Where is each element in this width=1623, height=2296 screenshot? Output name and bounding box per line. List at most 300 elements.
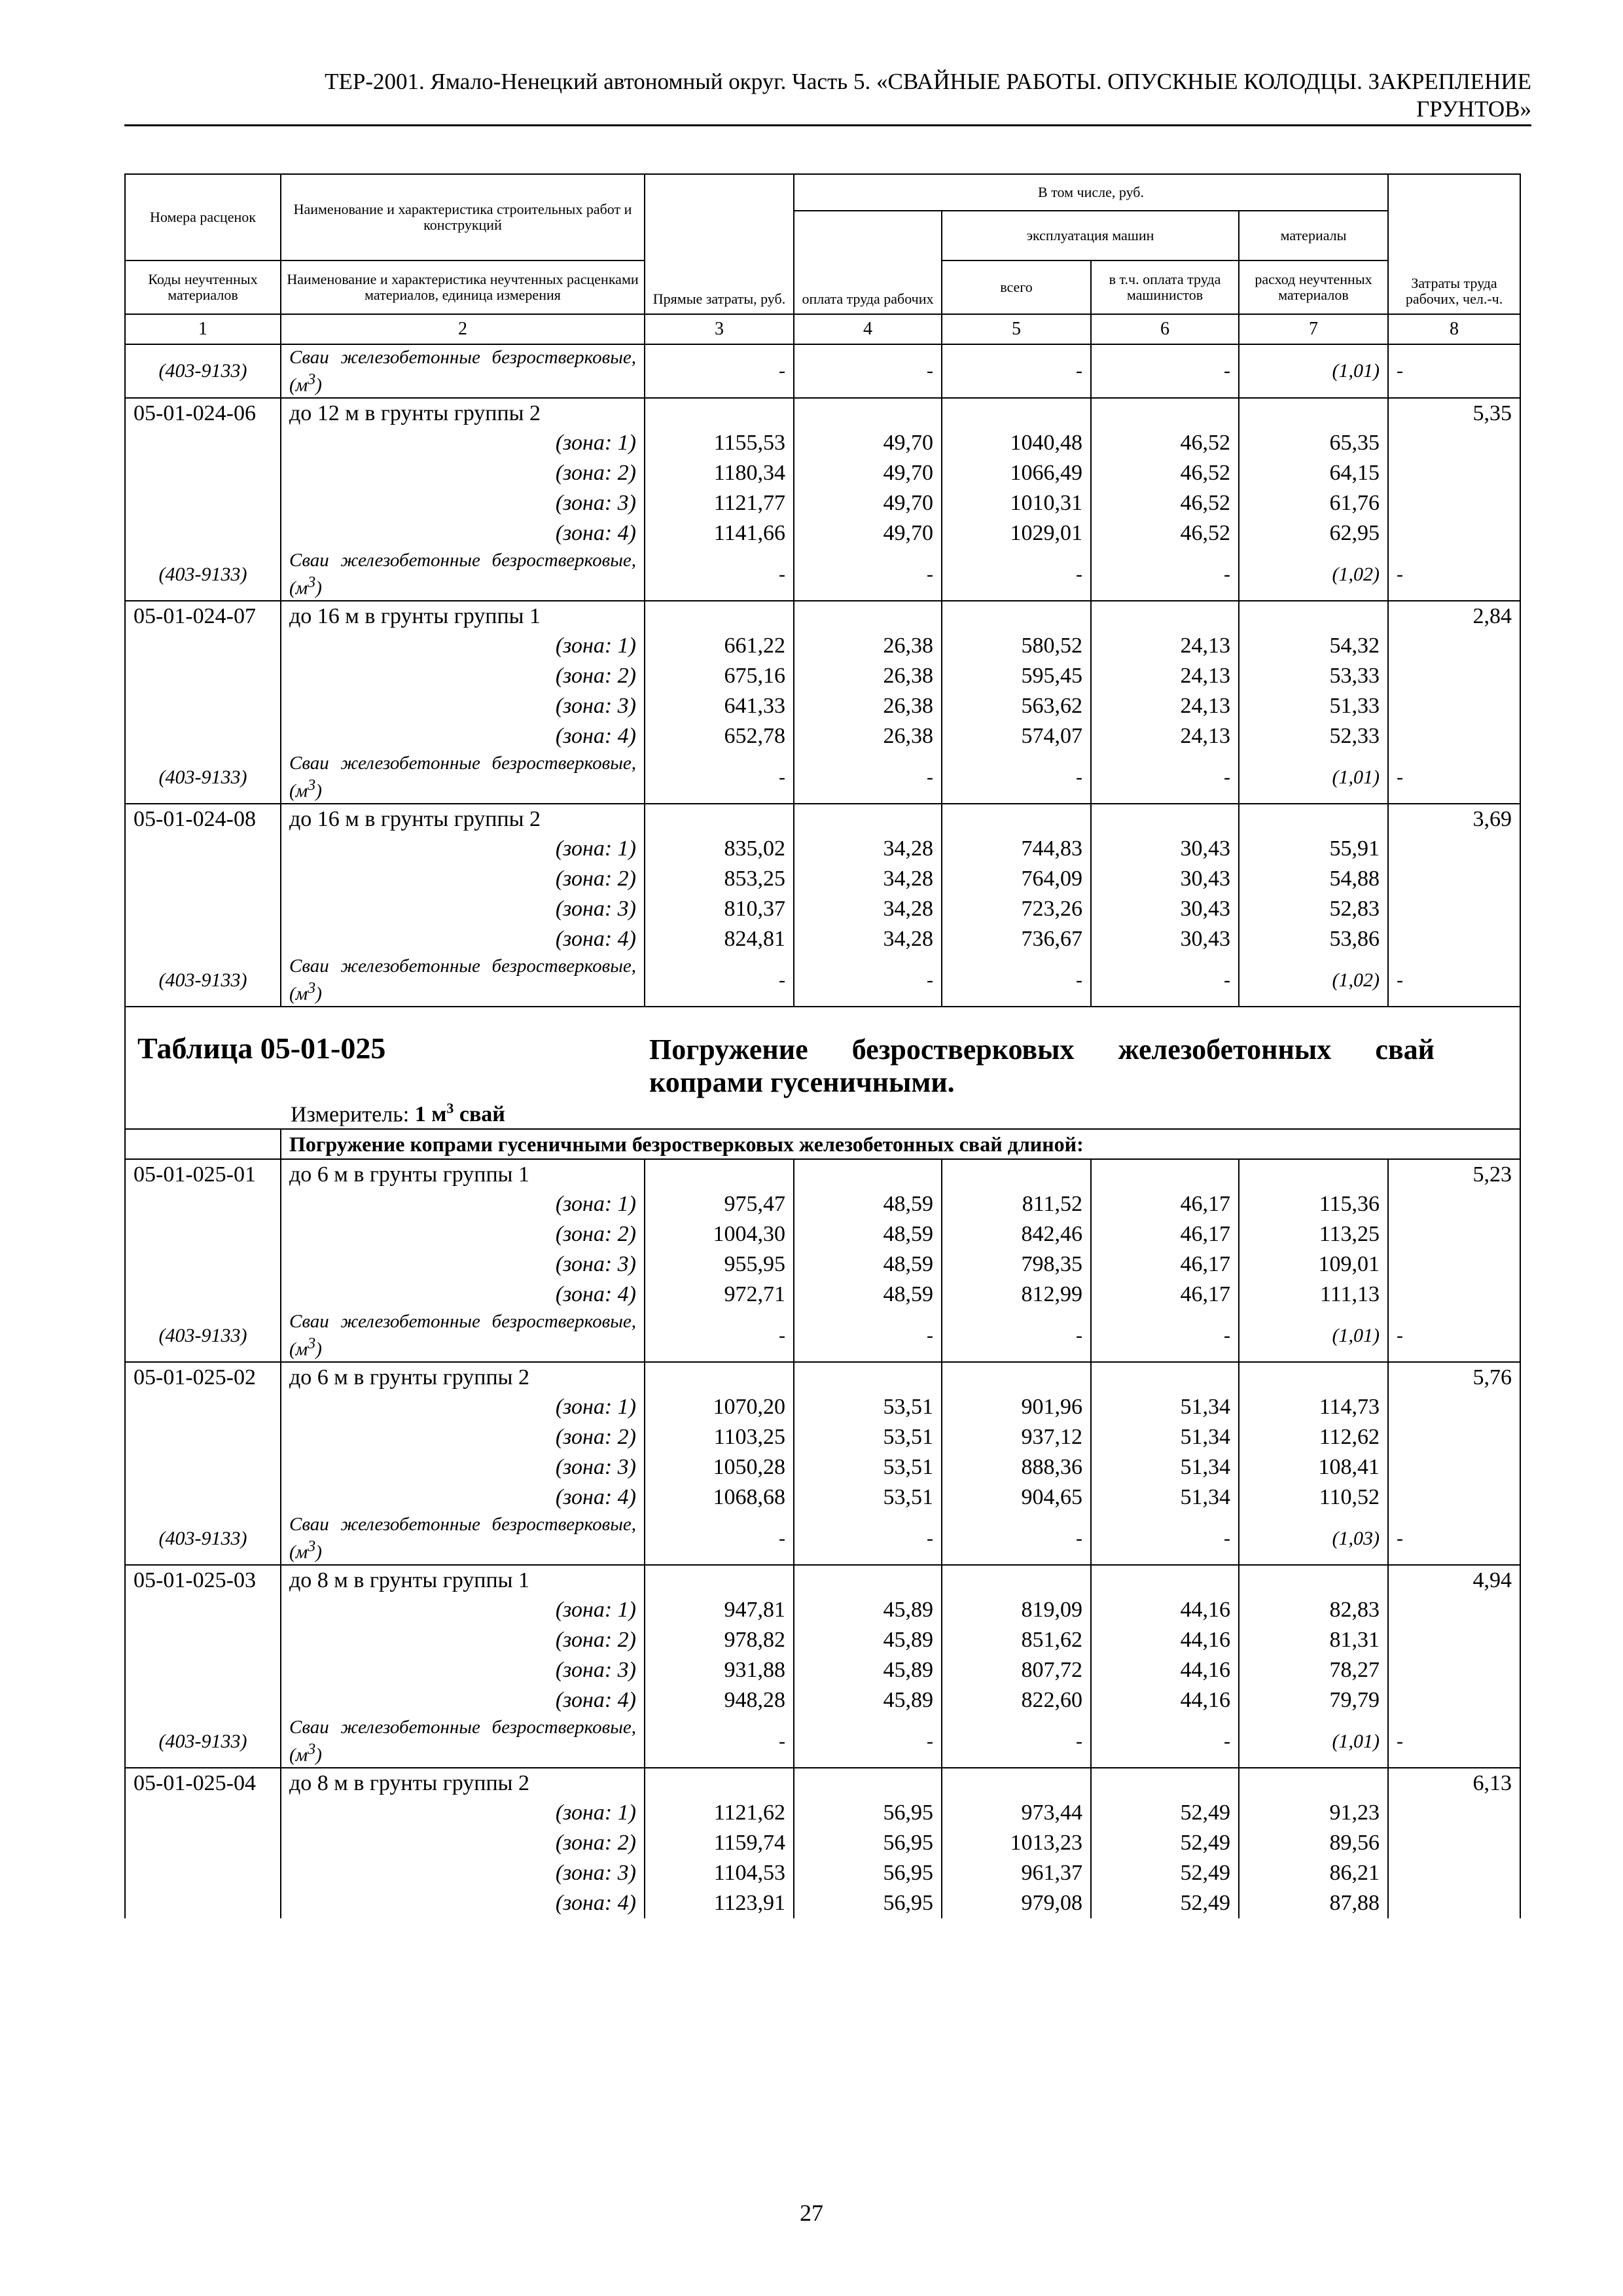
material-dash: - [1091,548,1239,601]
table-2-name: Таблица 05-01-025 [137,1031,386,1065]
labor-cost: 5,23 [1388,1159,1520,1189]
materials-cost: 91,23 [1239,1798,1388,1828]
empty-cell [645,1362,794,1392]
operator-pay: 46,17 [1091,1219,1239,1249]
material-name: Сваи железобетонные безростверковые, $(м^3)$ [281,1513,645,1565]
direct-cost: 1121,62 [645,1798,794,1828]
zone-label: (зона: 4) [281,1280,645,1310]
machines-total: 822,60 [942,1685,1091,1715]
page-number: 27 [800,2200,823,2226]
empty-cell [1388,1422,1520,1452]
material-name: Сваи железобетонные безростверковые, $(м^3)$ [281,1715,645,1768]
worker-pay: 56,95 [794,1798,942,1828]
direct-cost: 978,82 [645,1625,794,1655]
material-consumption: (1,01) [1239,1715,1388,1768]
direct-cost: 661,22 [645,631,794,661]
direct-cost: 810,37 [645,894,794,924]
meter [126,1102,1520,1126]
direct-cost: 1103,25 [645,1422,794,1452]
zone-row [125,1280,1520,1310]
empty-cell [125,488,281,518]
empty-cell [645,398,794,428]
material-dash: - [1388,1715,1520,1768]
zone-label: (зона: 4) [281,1685,645,1715]
zone-row [125,661,1520,691]
materials-cost: 114,73 [1239,1392,1388,1422]
empty-cell [125,834,281,864]
material-consumption: (1,02) [1239,548,1388,601]
zone-row [125,1249,1520,1280]
worker-pay: 45,89 [794,1655,942,1685]
empty-cell [125,1219,281,1249]
material-name: Сваи железобетонные безростверковые, $(м^3)$ [281,954,645,1007]
machines-total: 811,52 [942,1189,1091,1219]
rate-title: до 16 м в грунты группы 1 [281,601,645,631]
direct-cost: 1180,34 [645,458,794,488]
empty-cell [1388,458,1520,488]
empty-cell [1388,1392,1520,1422]
table-2-description: Погружение безростверковых железобетонных свай копрами гусеничными. [649,1033,1435,1098]
zone-label: (зона: 3) [281,1655,645,1685]
operator-pay: 24,13 [1091,691,1239,721]
material-value-6: - [1091,344,1239,398]
materials-cost: 89,56 [1239,1828,1388,1858]
empty-cell [1091,1159,1239,1189]
materials-cost: 64,15 [1239,458,1388,488]
empty-cell [1388,1249,1520,1280]
direct-cost: 1050,28 [645,1452,794,1482]
direct-cost: 641,33 [645,691,794,721]
materials-header: материалы [1239,211,1388,260]
zone-label: (зона: 1) [281,1595,645,1625]
table-2-title-row [125,1007,1520,1099]
operator-pay: 46,17 [1091,1249,1239,1280]
zone-row [125,1452,1520,1482]
worker-pay: 49,70 [794,518,942,548]
rate-row [125,398,1520,428]
col-number-8: 8 [1388,314,1520,344]
empty-cell [1388,631,1520,661]
zone-label: (зона: 3) [281,894,645,924]
machines-total: 851,62 [942,1625,1091,1655]
material-dash: - [1388,1310,1520,1362]
col-number-3: 3 [645,314,794,344]
empty-cell [125,1482,281,1513]
material-row [125,1513,1520,1565]
operator-pay: 44,16 [1091,1625,1239,1655]
machines-total: 1040,48 [942,428,1091,458]
col-number-7: 7 [1239,314,1388,344]
material-dash: - [942,548,1091,601]
empty-cell [1388,834,1520,864]
subheading: Погружение копрами гусеничными безростверковых железобетонных свай длиной: [281,1129,1520,1159]
zone-label: (зона: 2) [281,1828,645,1858]
empty-cell [1388,894,1520,924]
operator-pay: 30,43 [1091,894,1239,924]
material-dash: - [942,1310,1091,1362]
direct-cost: 1141,66 [645,518,794,548]
operator-pay: 46,52 [1091,428,1239,458]
worker-pay: 56,95 [794,1858,942,1888]
zone-row [125,1595,1520,1625]
zone-label: (зона: 3) [281,488,645,518]
table-2-title-block [125,1007,1520,1159]
col-number-2: 2 [281,314,645,344]
empty-cell [125,1685,281,1715]
material-dash: - [1091,1715,1239,1768]
materials-cost: 113,25 [1239,1219,1388,1249]
machines-total: 580,52 [942,631,1091,661]
zone-row [125,864,1520,894]
material-dash: - [794,954,942,1007]
operator-pay: 44,16 [1091,1655,1239,1685]
empty-cell [125,1452,281,1482]
zone-label: (зона: 1) [281,1189,645,1219]
labor-cost: 3,69 [1388,804,1520,834]
machines-header: эксплуатация машин [942,211,1239,260]
zone-label: (зона: 1) [281,834,645,864]
direct-cost: 1004,30 [645,1219,794,1249]
materials-cost: 86,21 [1239,1858,1388,1888]
machines-total: 563,62 [942,691,1091,721]
zone-row [125,458,1520,488]
direct-cost: 947,81 [645,1595,794,1625]
zone-label: (зона: 3) [281,1249,645,1280]
rate-row [125,804,1520,834]
materials-cost: 109,01 [1239,1249,1388,1280]
meter-row [125,1099,1520,1129]
operator-pay: 24,13 [1091,631,1239,661]
rate-row [125,1159,1520,1189]
empty-cell [125,864,281,894]
direct-cost: 1104,53 [645,1858,794,1888]
direct-cost: 975,47 [645,1189,794,1219]
zone-row [125,1392,1520,1422]
empty-cell [1239,804,1388,834]
zone-label: (зона: 1) [281,1392,645,1422]
materials-cost: 62,95 [1239,518,1388,548]
material-row [125,344,1520,398]
operator-pay: 51,34 [1091,1482,1239,1513]
zone-label: (зона: 2) [281,1422,645,1452]
col1-bottom-header: Коды неучтенных материалов [125,260,281,314]
worker-pay: 26,38 [794,631,942,661]
material-dash: - [794,751,942,804]
empty-cell [942,398,1091,428]
empty-cell [125,1249,281,1280]
empty-cell [1239,1565,1388,1595]
header-rule [124,124,1531,126]
empty-cell [1388,428,1520,458]
rate-code: 05-01-024-07 [125,601,281,631]
material-row [125,1310,1520,1362]
machines-total: 807,72 [942,1655,1091,1685]
operator-pay: 44,16 [1091,1685,1239,1715]
machines-total: 1013,23 [942,1828,1091,1858]
empty-cell [794,398,942,428]
worker-pay: 53,51 [794,1482,942,1513]
machines-total: 961,37 [942,1858,1091,1888]
empty-cell [1388,518,1520,548]
material-code: (403-9133) [125,344,281,398]
empty-cell [125,1798,281,1828]
empty-cell [125,518,281,548]
empty-cell [645,804,794,834]
operator-pay: 52,49 [1091,1858,1239,1888]
zone-row [125,1422,1520,1452]
empty-cell [125,924,281,954]
materials-cost: 110,52 [1239,1482,1388,1513]
material-dash: - [1388,954,1520,1007]
worker-pay: 56,95 [794,1828,942,1858]
materials-cost: 51,33 [1239,691,1388,721]
material-dash: - [645,954,794,1007]
empty-cell [794,1565,942,1595]
material-row [125,1715,1520,1768]
direct-cost: 675,16 [645,661,794,691]
worker-pay: 49,70 [794,488,942,518]
empty-cell [1388,1685,1520,1715]
operator-pay: 24,13 [1091,721,1239,751]
material-consumption: (1,01) [1239,1310,1388,1362]
empty-cell [645,1768,794,1798]
rate-row [125,1565,1520,1595]
zone-row [125,1655,1520,1685]
machines-total: 798,35 [942,1249,1091,1280]
material-code: (403-9133) [125,1715,281,1768]
empty-cell [1388,1189,1520,1219]
zone-row [125,488,1520,518]
operator-pay: 52,49 [1091,1828,1239,1858]
machines-total: 973,44 [942,1798,1091,1828]
materials-cost: 78,27 [1239,1655,1388,1685]
direct-cost: 931,88 [645,1655,794,1685]
zone-label: (зона: 4) [281,1888,645,1918]
material-dash: - [1091,1310,1239,1362]
empty-cell [942,1768,1091,1798]
empty-cell [942,804,1091,834]
zone-label: (зона: 2) [281,458,645,488]
empty-cell [125,1858,281,1888]
direct-cost: 1159,74 [645,1828,794,1858]
worker-pay: 48,59 [794,1249,942,1280]
materials-cost: 54,88 [1239,864,1388,894]
empty-cell [1239,1768,1388,1798]
empty-cell [1239,1159,1388,1189]
worker-pay: 34,28 [794,894,942,924]
material-dash: - [1091,751,1239,804]
col2-bottom-header: Наименование и характеристика неучтенных расценками материалов, единица измерения [281,260,645,314]
labor-cost: 5,76 [1388,1362,1520,1392]
worker-pay: 48,59 [794,1219,942,1249]
subheading-row [125,1129,1520,1159]
labor-cost: 5,35 [1388,398,1520,428]
empty-cell [125,894,281,924]
rate-code: 05-01-025-01 [125,1159,281,1189]
direct-cost: 853,25 [645,864,794,894]
empty-cell [1388,1655,1520,1685]
zone-row [125,1189,1520,1219]
zone-label: (зона: 1) [281,631,645,661]
empty-cell [645,1159,794,1189]
empty-cell [645,1565,794,1595]
zone-label: (зона: 2) [281,864,645,894]
empty-cell [125,1595,281,1625]
operator-pay: 46,52 [1091,518,1239,548]
worker-pay: 45,89 [794,1625,942,1655]
worker-pay: 56,95 [794,1888,942,1918]
empty-cell [1388,1219,1520,1249]
direct-cost: 1070,20 [645,1392,794,1422]
rate-row [125,1768,1520,1798]
rate-code: 05-01-024-06 [125,398,281,428]
empty-cell [1388,1828,1520,1858]
empty-cell [794,1768,942,1798]
zone-row [125,1798,1520,1828]
rate-code: 05-01-025-02 [125,1362,281,1392]
direct-cost: 824,81 [645,924,794,954]
empty-cell [1091,804,1239,834]
materials-cost: 65,35 [1239,428,1388,458]
materials-cost: 53,86 [1239,924,1388,954]
operator-pay: 24,13 [1091,661,1239,691]
material-dash: - [942,954,1091,1007]
material-dash: - [645,751,794,804]
machines-total: 595,45 [942,661,1091,691]
zone-label: (зона: 3) [281,1452,645,1482]
material-code: (403-9133) [125,751,281,804]
zone-row [125,1685,1520,1715]
materials-cost: 53,33 [1239,661,1388,691]
material-consumption: (1,01) [1239,751,1388,804]
material-dash: - [794,1715,942,1768]
machines-total: 819,09 [942,1595,1091,1625]
zone-row [125,1219,1520,1249]
empty-cell [1388,488,1520,518]
empty-cell [125,428,281,458]
zone-row [125,428,1520,458]
operator-pay: 51,34 [1091,1452,1239,1482]
materials-cost: 81,31 [1239,1625,1388,1655]
zone-row [125,518,1520,548]
rate-title: до 8 м в грунты группы 1 [281,1565,645,1595]
zone-label: (зона: 3) [281,1858,645,1888]
material-dash: - [942,1715,1091,1768]
empty-cell [794,804,942,834]
empty-cell [125,691,281,721]
machines-total: 904,65 [942,1482,1091,1513]
material-value-8: - [1388,344,1520,398]
empty-cell [1239,398,1388,428]
materials-cost: 108,41 [1239,1452,1388,1482]
material-dash: - [794,548,942,601]
labor-cost: 2,84 [1388,601,1520,631]
zone-label: (зона: 1) [281,1798,645,1828]
operator-pay: 44,16 [1091,1595,1239,1625]
material-dash: - [942,1513,1091,1565]
zone-label: (зона: 4) [281,721,645,751]
machines-total: 574,07 [942,721,1091,751]
empty-cell [125,1422,281,1452]
col-number-1: 1 [125,314,281,344]
zone-row [125,924,1520,954]
machines-total: 842,46 [942,1219,1091,1249]
rate-code: 05-01-025-03 [125,1565,281,1595]
col-number-4: 4 [794,314,942,344]
page-header [124,68,1531,123]
rate-row [125,601,1520,631]
empty-cell [1388,1625,1520,1655]
empty-cell [125,1828,281,1858]
table-header [125,174,1520,344]
machines-total: 979,08 [942,1888,1091,1918]
zone-row [125,1625,1520,1655]
direct-cost: 1121,77 [645,488,794,518]
worker-pay: 49,70 [794,458,942,488]
machines-total: 764,09 [942,864,1091,894]
empty-cell [1388,1280,1520,1310]
empty-cell [645,601,794,631]
empty-cell [1388,1888,1520,1918]
machines-total: 888,36 [942,1452,1091,1482]
operator-pay: 51,34 [1091,1422,1239,1452]
zone-row [125,1858,1520,1888]
material-consumption: (1,03) [1239,1513,1388,1565]
materials-cost: 54,32 [1239,631,1388,661]
operator-pay: 30,43 [1091,924,1239,954]
worker-pay: 48,59 [794,1189,942,1219]
empty-cell [1388,661,1520,691]
empty-cell [794,601,942,631]
empty-cell [125,1189,281,1219]
material-dash: - [1091,1513,1239,1565]
direct-cost: 948,28 [645,1685,794,1715]
material-dash: - [942,751,1091,804]
direct-cost: 1123,91 [645,1888,794,1918]
col-number-6: 6 [1091,314,1239,344]
material-name: Сваи железобетонные безростверковые, $(м^3)$ [281,751,645,804]
machines-total: 1066,49 [942,458,1091,488]
material-dash: - [1388,1513,1520,1565]
empty-cell [1388,1595,1520,1625]
empty-cell [1388,924,1520,954]
empty-cell [942,1159,1091,1189]
zone-label: (зона: 2) [281,661,645,691]
empty-cell [1388,1482,1520,1513]
worker-pay: 26,38 [794,691,942,721]
material-code: (403-9133) [125,548,281,601]
operator-pay: 52,49 [1091,1888,1239,1918]
direct-cost: 955,95 [645,1249,794,1280]
empty-cell [1091,1565,1239,1595]
empty-cell [1091,1768,1239,1798]
header-line-2: ГРУНТОВ» [1416,96,1531,122]
zone-label: (зона: 4) [281,518,645,548]
worker-pay: 26,38 [794,661,942,691]
zone-label: (зона: 4) [281,924,645,954]
col4-header: оплата труда рабочих [794,211,942,314]
worker-pay: 34,28 [794,864,942,894]
material-dash: - [645,548,794,601]
direct-cost: 835,02 [645,834,794,864]
zone-label: (зона: 2) [281,1219,645,1249]
meter-label: Измеритель: [291,1102,410,1127]
zone-label: (зона: 3) [281,691,645,721]
empty-cell [794,1362,942,1392]
materials-cost: 55,91 [1239,834,1388,864]
empty-cell [1388,1452,1520,1482]
rate-title: до 12 м в грунты группы 2 [281,398,645,428]
